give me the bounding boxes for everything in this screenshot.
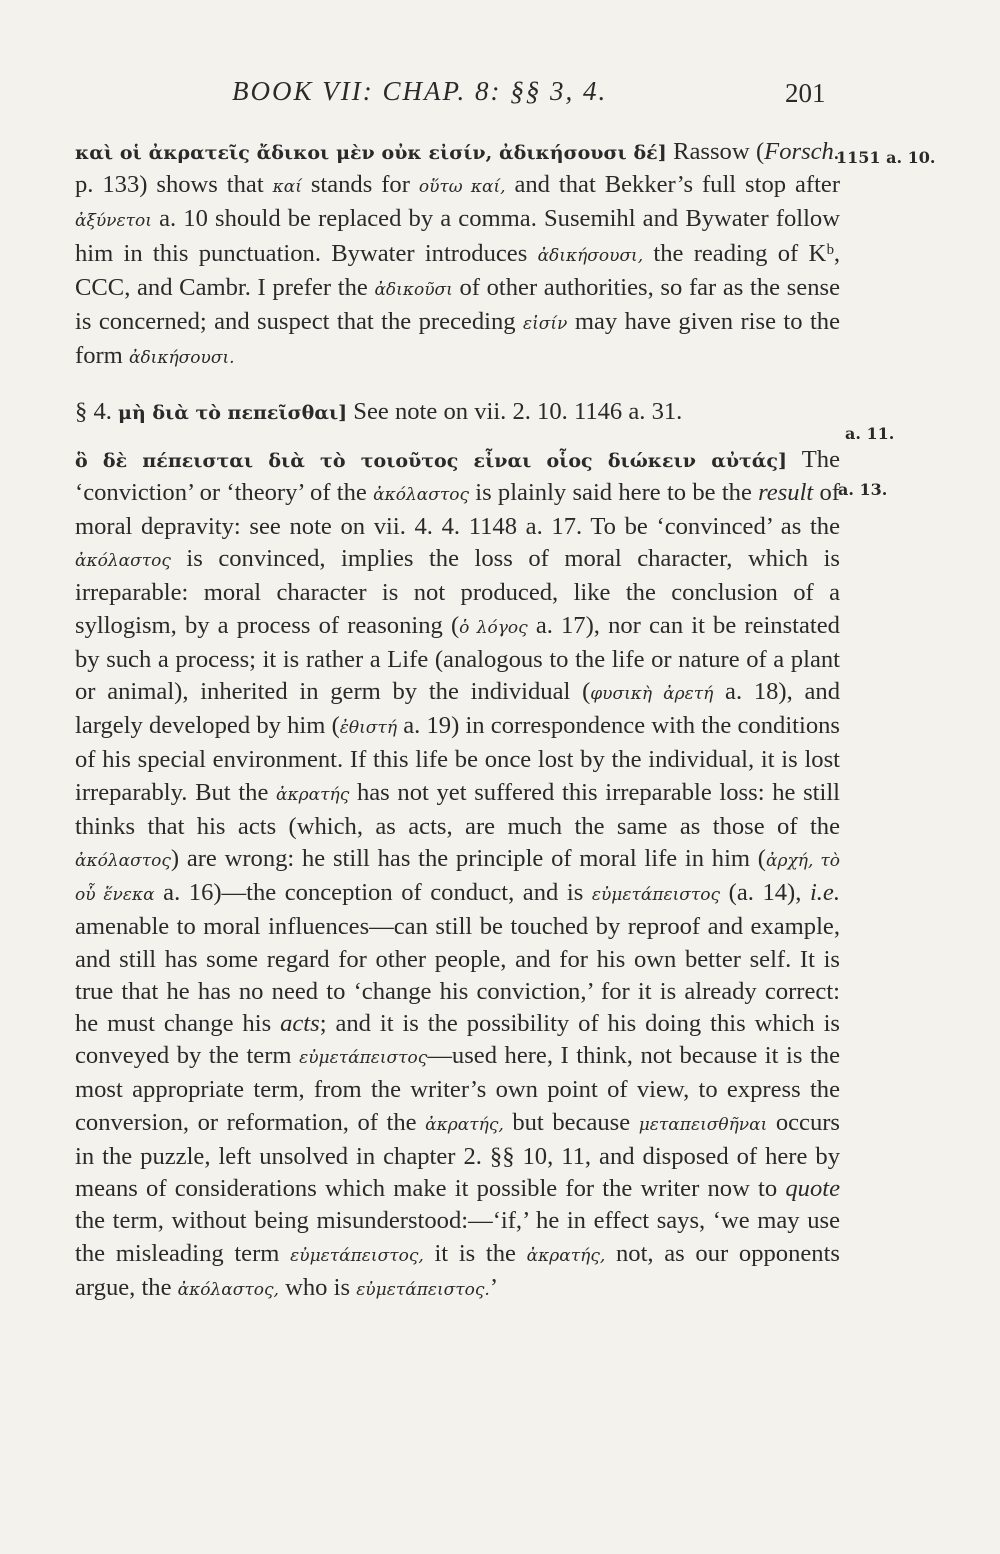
text: a. 10 should be replaced by a comma. Susemihl and Bywater follow him in this punctuation. Bywater introduces	[75, 205, 840, 267]
greek-term: εὐμετάπειστος	[591, 885, 721, 906]
greek-term: εὐμετάπειστος,	[290, 1245, 424, 1266]
lemma: μὴ διὰ τὸ πεπεῖσθαι]	[118, 402, 348, 425]
greek-term: καί	[272, 177, 302, 198]
greek-term: οὕτω καί,	[418, 177, 506, 198]
text: a. 17), nor can it be reinstated by such a process; it is rather a Life (analogous to the life or nature of a plant or animal), inherited in germ by the individual (	[75, 611, 840, 706]
greek-term: ὁ λόγος	[459, 617, 528, 638]
text: stands for	[301, 171, 419, 199]
text: but because	[503, 1108, 639, 1136]
text: a. 19) in correspondence with the conditions of his special environment. If this life be once lost by the individual, it is lost irreparably. But the	[75, 712, 840, 806]
text: is plainly said here to be the	[468, 478, 759, 506]
italic-text: quote	[785, 1175, 840, 1203]
running-header	[0, 76, 1000, 116]
greek-term: ἀκρατής	[276, 784, 350, 805]
lemma: ὃ δὲ πέπεισται διὰ τὸ τοιοῦτος εἶναι οἷος διώκειν αὐτάς]	[75, 449, 787, 472]
greek-term: ἀξύνετοι	[75, 211, 152, 232]
text: and that Bekker’s full stop after	[505, 171, 841, 199]
section-number: § 4.	[75, 398, 112, 426]
text: ) are wrong: he still has the principle of moral life in him (	[170, 845, 766, 873]
text: may have given rise to the form	[75, 308, 841, 370]
text: of other authorities, so far as the sense is concerned; and suspect that the preceding	[75, 273, 841, 336]
italic-text: Forsch.	[764, 138, 840, 165]
text: p. 133) shows that	[75, 171, 273, 199]
text: who is	[278, 1273, 357, 1301]
paragraph	[75, 444, 840, 1306]
margin-reference: a. 13.	[838, 480, 888, 499]
page-number: 201	[785, 78, 826, 108]
text: the reading of Kᵇ, CCC, and Cambr. I prefer the	[75, 239, 840, 301]
greek-term: ἀκρατής,	[425, 1114, 504, 1135]
text: of moral depravity: see note on vii. 4. 4. 1148 a. 17. To be ‘convinced’ as the	[75, 478, 840, 541]
greek-term: ἀκρατής,	[526, 1245, 606, 1266]
text: (a. 14),	[720, 879, 810, 907]
margin-reference: a. 11.	[845, 424, 895, 443]
greek-term: ἀκόλαστος	[75, 551, 171, 572]
page-body	[75, 136, 840, 1306]
greek-term: ἀδικήσουσι.	[128, 348, 235, 369]
text: has not yet suffered this irreparable loss: he still thinks that his acts (which, as acts, are much the same as those of the	[75, 778, 840, 840]
greek-term: εἰσίν	[523, 314, 568, 335]
text: occurs in the puzzle, left unsolved in chapter 2. §§ 10, 11, and disposed of here by means of considerations which make it possible for the writer now to	[75, 1108, 840, 1203]
text: See note on vii. 2. 10. 1146 a. 31.	[347, 398, 683, 426]
greek-term: φυσικὴ ἀρετή	[590, 684, 714, 705]
greek-term: ἀρχή, τὸ οὗ ἕνεκα	[75, 851, 840, 906]
text: not, as our opponents argue, the	[75, 1239, 840, 1301]
italic-text: i.e.	[809, 879, 840, 907]
greek-term: μεταπεισθῆναι	[638, 1114, 768, 1135]
greek-term: ἀκόλαστος,	[177, 1279, 279, 1300]
paragraph	[75, 396, 840, 429]
text: ’	[489, 1273, 499, 1301]
text: The ‘conviction’ or ‘theory’ of the	[75, 445, 840, 506]
greek-term: ἀκόλαστος	[75, 851, 171, 872]
paragraph	[75, 136, 840, 374]
text: the term, without being misunderstood:—‘if,’ he in effect says, ‘we may use the misleading term	[75, 1207, 840, 1267]
text: —used here, I think, not because it is the most appropriate term, from the writer’s own point of view, to express the conversion, or reformation, of the	[75, 1042, 840, 1136]
italic-text: acts	[280, 1010, 320, 1038]
text: Rassow (	[666, 138, 765, 165]
italic-text: result	[758, 478, 814, 506]
text: amenable to moral influences—can still be touched by reproof and example, and still has some regard for other people, and for his own better self. It is true that he has no need to ‘change his conviction,’ for it is already correct: he must change his	[75, 913, 840, 1038]
greek-term: εὐμετάπειστος	[299, 1048, 428, 1069]
greek-term: εὐμετάπειστος.	[356, 1279, 490, 1300]
greek-term: ἀκόλαστος	[373, 484, 469, 505]
text: a. 18), and largely developed by him (	[75, 678, 841, 740]
greek-term: ἀδικοῦσι	[374, 279, 453, 300]
text: ; and it is the possibility of his doing this which is conveyed by the term	[75, 1010, 840, 1070]
text: a. 16)—the conception of conduct, and is	[154, 879, 592, 907]
running-head: BOOK VII: CHAP. 8: §§ 3, 4.	[232, 76, 608, 106]
greek-term: ἐθιστή	[339, 718, 397, 739]
margin-reference: 1151 a. 10.	[836, 148, 936, 167]
greek-term: ἀδικήσουσι,	[537, 245, 644, 266]
text: it is the	[423, 1239, 527, 1267]
lemma: καὶ οἱ ἀκρατεῖς ἄδικοι μὲν οὐκ εἰσίν, ἀδικήσουσι δέ]	[75, 142, 667, 164]
text: is convinced, implies the loss of moral character, which is irreparable: moral character is not produced, like the conclusion of a syllogism, by a process of reasoning (	[75, 545, 840, 639]
